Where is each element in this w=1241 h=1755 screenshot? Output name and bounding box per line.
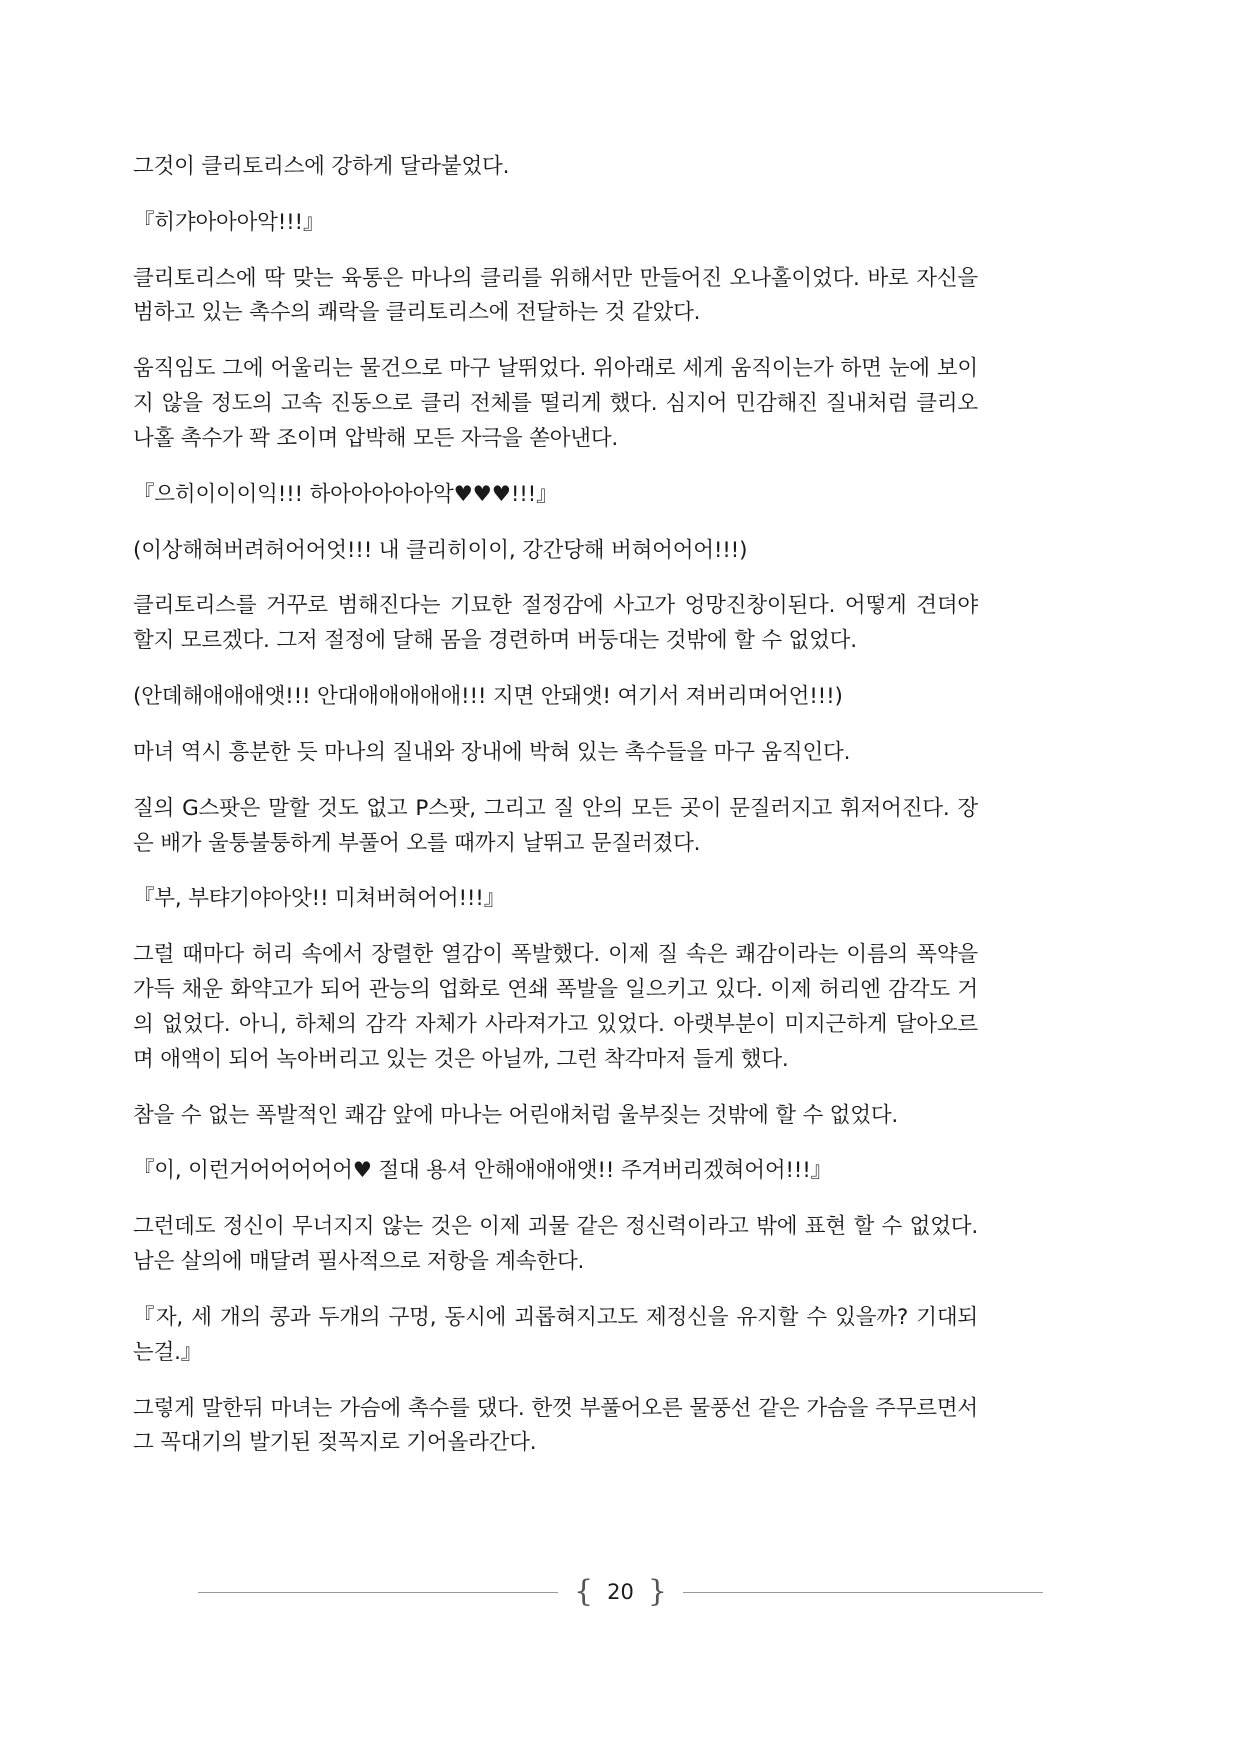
page-number: 20	[607, 1580, 634, 1604]
paragraph: 움직임도 그에 어울리는 물건으로 마구 날뛰었다. 위아래로 세게 움직이는가 하면 눈에 보이지 않을 정도의 고속 진동으로 클리 전체를 떨리게 했다. 심지어 민감해진 질내처럼 클리오나홀 촉수가 꽉 조이며 압박해 모든 자극을 쏟아낸다.	[133, 356, 978, 451]
paragraph: (안뎨해애애애앳!!! 안대애애애애애!!! 지면 안돼앳! 여기서 져버리며어언!!!)	[133, 684, 843, 710]
paragraph: 질의 G스팟은 말할 것도 없고 P스팟, 그리고 질 안의 모든 곳이 문질러지고 휘저어진다. 장은 배가 울퉁불퉁하게 부풀어 오를 때까지 날뛰고 문질러졌다.	[133, 795, 978, 856]
paragraph: 그럴 때마다 허리 속에서 장렬한 열감이 폭발했다. 이제 질 속은 쾌감이라는 이름의 폭약을 가득 채운 화약고가 되어 관능의 업화로 연쇄 폭발을 일으키고 있다. 이제 허리엔 감각도 거의 없었다. 아니, 하체의 감각 자체가 사라져가고 있었다. 아랫부분이 미지근하게 달아오르며 애액이 되어 녹아버리고 있는 것은 아닐까, 그런 착각마저 들게 했다.	[133, 942, 978, 1072]
paragraph: 『이, 이런거어어어어어♥ 절대 용셔 안해애애애앳!! 주겨버리겠혀어어!!!』	[133, 1158, 832, 1184]
paragraph: 그런데도 정신이 무너지지 않는 것은 이제 괴물 같은 정신력이라고 밖에 표현 할 수 없었다. 남은 살의에 매달려 필사적으로 저항을 계속한다.	[133, 1214, 978, 1275]
paragraph: 클리토리스를 거꾸로 범해진다는 기묘한 절정감에 사고가 엉망진창이된다. 어떻게 견뎌야 할지 모르겠다. 그저 절정에 달해 몸을 경련하며 버둥대는 것밖에 할 수 없었다.	[133, 593, 978, 654]
paragraph: 그렇게 말한뒤 마녀는 가슴에 촉수를 댔다. 한껏 부풀어오른 물풍선 같은 가슴을 주무르면서 그 꼭대기의 발기된 젖꼭지로 기어올라간다.	[133, 1395, 978, 1456]
brace-right-icon: }	[647, 1574, 667, 1609]
paragraph: 『히갸아아아악!!!』	[133, 209, 325, 235]
page-number-group	[558, 1574, 683, 1609]
paragraph: 『부, 부탸기야아앗!! 미쳐버혀어어!!!』	[133, 886, 505, 912]
paragraph: 클리토리스에 딱 맞는 육통은 마나의 클리를 위해서만 만들어진 오나홀이었다. 바로 자신을 범하고 있는 촉수의 쾌락을 클리토리스에 전달하는 것 같았다.	[133, 265, 978, 326]
paragraph: 그것이 클리토리스에 강하게 달라붙었다.	[133, 154, 510, 179]
paragraph: 마녀 역시 흥분한 듯 마나의 질내와 장내에 박혀 있는 촉수들을 마구 움직인다.	[133, 739, 851, 765]
brace-left-icon: {	[574, 1574, 594, 1609]
paragraph: 참을 수 없는 폭발적인 쾌감 앞에 마나는 어린애처럼 울부짖는 것밖에 할 수 없었다.	[133, 1102, 899, 1128]
footer-rule-left	[198, 1592, 558, 1593]
footer-rule-right	[683, 1592, 1043, 1593]
page-footer	[0, 1574, 1241, 1609]
paragraph: 『으히이이이익!!! 하아아아아아악♥♥♥!!!』	[133, 481, 558, 507]
paragraph: (이상해혀버려허어어엇!!! 내 클리히이이, 강간당해 버혀어어어!!!)	[133, 537, 748, 563]
page-body-text	[133, 150, 978, 1461]
paragraph: 『자, 세 개의 콩과 두개의 구멍, 동시에 괴롭혀지고도 제정신을 유지할 수 있을까? 기대되는걸.』	[133, 1304, 978, 1365]
